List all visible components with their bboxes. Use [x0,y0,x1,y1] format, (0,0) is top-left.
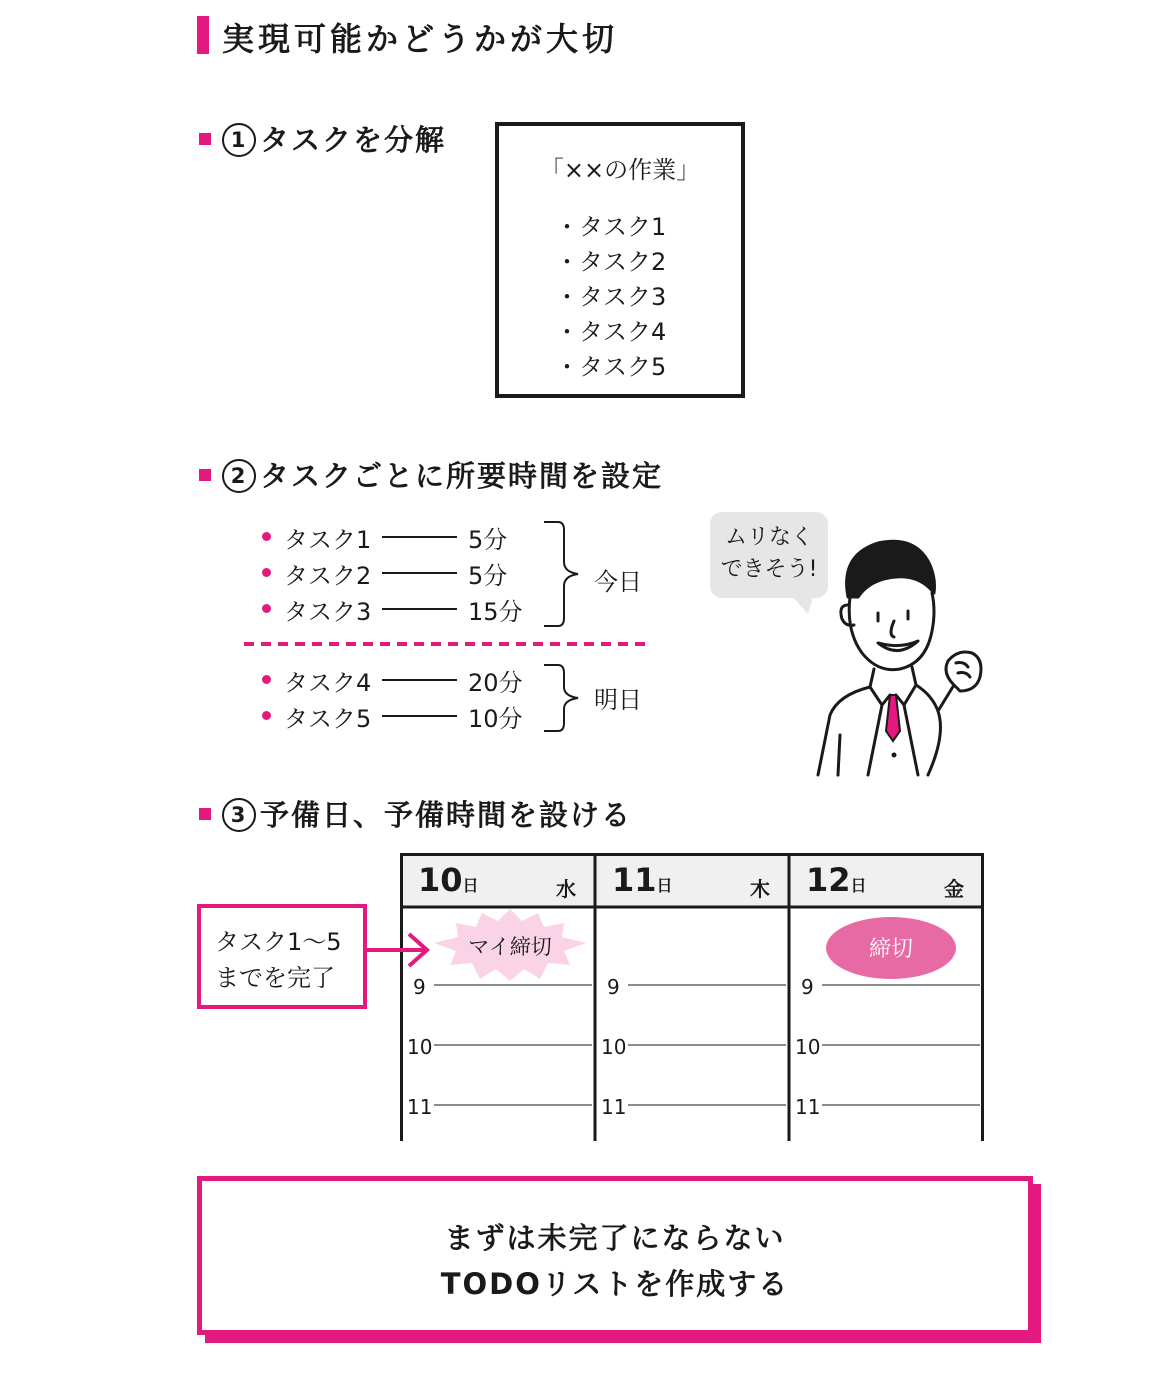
hour-label: 11 [795,1095,821,1119]
schedule-duration: 10分 [468,705,523,733]
bullet-dot [262,711,271,720]
task-box-item: ・ タスク3 [569,280,666,315]
my-deadline-label: マイ締切 [468,935,552,959]
schedule-duration: 15分 [468,598,523,626]
tomorrow-brace-icon [538,661,588,735]
day-number: 11 [612,861,657,899]
schedule-duration: 20分 [468,669,523,697]
leader-line [382,715,457,717]
bullet-dot [262,604,271,613]
hour-label: 10 [795,1035,821,1059]
hour-label: 9 [801,975,814,999]
task-box-item: ・ タスク1 [569,210,666,245]
weekday-label: 水 [556,877,576,901]
leader-line [382,608,457,610]
calendar [400,853,984,1141]
title-accent-bar [197,16,209,54]
leader-line [382,679,457,681]
day-unit: 日 [850,876,867,895]
weekday-label: 金 [944,877,964,901]
deadline-label: 締切 [868,937,913,962]
section-1-title: タスクを分解 [260,123,447,157]
schedule-duration: 5分 [468,562,508,590]
speech-bubble-label: ムリなく できそう! [720,525,818,582]
schedule-task: タスク2 [284,562,372,590]
section-3-title: 予備日、予備時間を設ける [260,798,633,832]
task-box-item: ・ タスク2 [569,245,666,280]
bullet-dot [262,675,271,684]
weekday-label: 木 [750,877,770,901]
hour-label: 10 [407,1035,433,1059]
section-2-title: タスクごとに所要時間を設定 [260,459,664,493]
schedule-task: タスク4 [284,669,372,697]
day-unit: 日 [656,876,673,895]
bullet-dot [262,568,271,577]
section-3-marker [199,808,211,820]
calendar-grid [400,853,984,1141]
today-brace-icon [538,518,588,630]
task-box-list [569,210,666,385]
hour-label: 9 [607,975,620,999]
hour-label: 11 [601,1095,627,1119]
task-complete-callout [197,904,367,1009]
page-title: 実現可能かどうかが大切 [222,20,619,58]
hour-label: 11 [407,1095,433,1119]
section-2-number: 2 [222,459,256,493]
bullet-dot [262,532,271,541]
task-box-item: ・ タスク4 [569,315,666,350]
day-divider [244,640,652,648]
task-box-title: 「××の作業」 [539,156,701,184]
section-1-heading [222,118,446,159]
day-header [806,861,867,899]
section-1-number: 1 [222,123,256,157]
day-header [418,861,479,899]
section-3-heading [222,793,632,834]
section-2-heading [222,454,663,495]
leader-line [382,572,457,574]
day-header [612,861,673,899]
section-1-marker [199,133,211,145]
task-box-item: ・ タスク5 [569,350,666,385]
schedule-duration: 5分 [468,526,508,554]
summary-box [197,1176,1033,1335]
schedule-task: タスク5 [284,705,372,733]
schedule-task: タスク1 [284,526,372,554]
arrow-right-icon [367,928,433,972]
hour-label: 10 [601,1035,627,1059]
tomorrow-label: 明日 [594,686,642,714]
day-number: 10 [418,861,463,899]
summary-text: まずは未完了にならない TODOリストを作成する [440,1221,790,1301]
section-2-marker [199,469,211,481]
task-breakdown-box [495,122,745,398]
callout-text: タスク1～5 までを完了 [215,928,342,992]
today-label: 今日 [594,568,642,596]
day-unit: 日 [462,876,479,895]
schedule-task: タスク3 [284,598,372,626]
day-number: 12 [806,861,851,899]
section-3-number: 3 [222,798,256,832]
hour-label: 9 [413,975,426,999]
businessman-illustration [808,535,988,780]
leader-line [382,536,457,538]
